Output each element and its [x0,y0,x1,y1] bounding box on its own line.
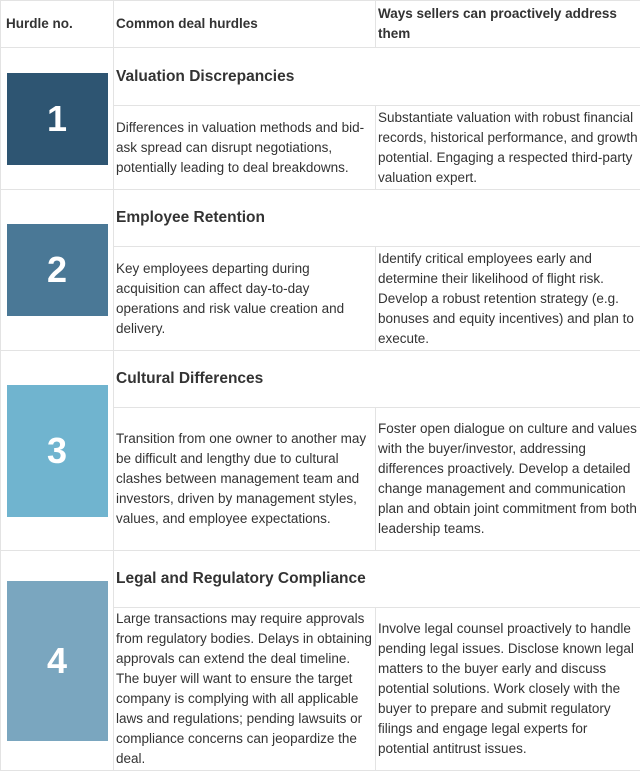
hurdle-number-badge: 3 [7,385,108,517]
hurdle-title-row [1,48,640,106]
hurdle-description: Key employees departing during acquisition can affect day-to-day operations and risk value creation and delivery. [114,247,376,351]
hurdle-title-row [1,351,640,408]
hurdle-solution: Involve legal counsel proactively to handle pending legal issues. Disclose known legal matters to the buyer early and discuss potential solutions. Work closely with the buyer to prepare and submit regulatory filings and engage legal experts for potential antitrust issues. [376,608,640,771]
hurdle-solution: Identify critical employees early and determine their likelihood of flight risk. Develop a robust retention strategy (e.g. bonuses and equity incentives) and plan to execute. [376,247,640,351]
hurdle-description: Large transactions may require approvals from regulatory bodies. Delays in obtaining approvals can extend the deal timeline. The buyer will want to ensure the target company is complying with all applicable laws and regulations; pending lawsuits or compliance concerns can jeopardize the deal. [114,608,376,771]
hurdle-number-badge: 4 [7,581,108,741]
hurdle-number-badge: 1 [7,73,108,165]
hurdle-title-row [1,190,640,247]
hurdle-number-cell [1,190,114,351]
hurdle-solution: Substantiate valuation with robust financial records, historical performance, and growth potential. Engaging a respected third-party valuation expert. [376,106,640,190]
hurdle-description: Differences in valuation methods and bid-ask spread can disrupt negotiations, potentially leading to deal breakdowns. [114,106,376,190]
hurdle-number-cell [1,48,114,190]
hurdle-description: Transition from one owner to another may be difficult and lengthy due to cultural clashes between management team and investors, driven by management styles, values, and employee expectations. [114,408,376,551]
hurdle-number-badge: 2 [7,224,108,316]
header-hurdle-no: Hurdle no. [1,1,114,48]
hurdle-number-cell [1,551,114,771]
hurdle-title: Legal and Regulatory Compliance [114,551,640,608]
hurdle-number-cell [1,351,114,551]
header-row [1,1,640,48]
hurdle-title: Employee Retention [114,190,640,247]
hurdle-title: Cultural Differences [114,351,640,408]
hurdle-title-row [1,551,640,608]
header-common-hurdles: Common deal hurdles [114,1,376,48]
header-ways-address: Ways sellers can proactively address them [376,1,640,48]
hurdle-solution: Foster open dialogue on culture and values with the buyer/investor, addressing differences proactively. Develop a detailed change management and communication plan and obtain joint commitment from both leadership teams. [376,408,640,551]
hurdle-title: Valuation Discrepancies [114,48,640,106]
